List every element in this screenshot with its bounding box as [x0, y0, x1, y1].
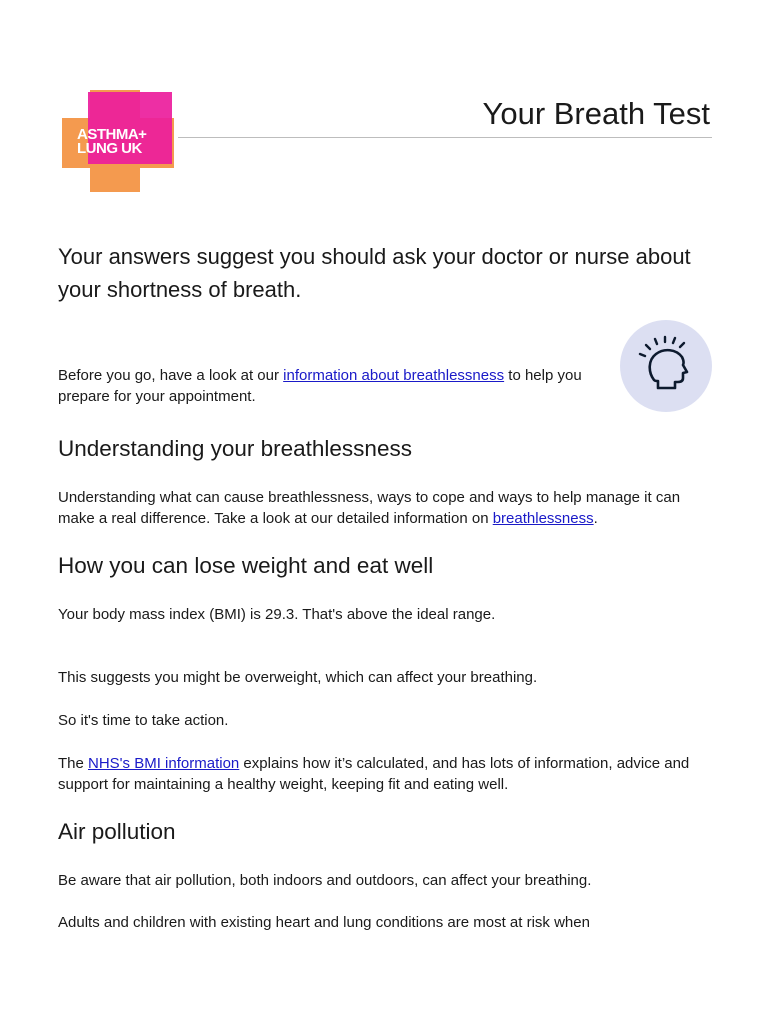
section-heading-air-pollution: Air pollution	[58, 819, 176, 844]
intro-text-before: Before you go, have a look at our	[58, 367, 284, 384]
nhs-bmi-link[interactable]: NHS's BMI information	[88, 755, 240, 772]
nhs-text-before: The	[58, 755, 89, 772]
take-action-text: So it's time to take action.	[58, 712, 229, 729]
nhs-text-after: explains how it’s calculated, and has lots of information, advice and support for maintaining a healthy weight, keeping fit and eating well.	[58, 755, 690, 793]
air-pollution-text-1: Be aware that air pollution, both indoors and outdoors, can affect your breathing.	[58, 872, 592, 889]
logo-line-2: LUNG UK	[77, 140, 142, 157]
air-pollution-text-2: Adults and children with existing heart and lung conditions are most at risk when	[58, 914, 590, 931]
breathlessness-link[interactable]: breathlessness	[492, 510, 594, 527]
bmi-result-text: Your body mass index (BMI) is 29.3. That's above the ideal range.	[58, 606, 496, 623]
breathlessness-text-end: .	[593, 510, 598, 527]
asthma-lung-uk-logo	[62, 90, 174, 192]
intro-text-after: to help you prepare for your appointment.	[58, 367, 582, 405]
intro-paragraph	[58, 365, 598, 407]
breathlessness-info-link[interactable]: information about breathlessness	[283, 367, 505, 384]
breathing-head-icon	[620, 320, 712, 412]
section-heading-breathlessness: Understanding your breathlessness	[58, 436, 412, 461]
page-title: Your Breath Test	[482, 96, 710, 131]
breathlessness-text: Understanding what can cause breathlessness, ways to cope and ways to help manage it can make a real difference. Take a look at our detailed information on	[58, 489, 681, 527]
breathlessness-paragraph	[58, 487, 718, 529]
overweight-text: This suggests you might be overweight, which can affect your breathing.	[58, 669, 538, 686]
logo-text	[77, 128, 146, 156]
header-divider	[178, 137, 712, 138]
logo-line-1: ASTHMA+	[77, 126, 147, 143]
section-heading-weight: How you can lose weight and eat well	[58, 553, 434, 578]
lead-statement: Your answers suggest you should ask your doctor or nurse about your shortness of breath.	[58, 244, 691, 302]
nhs-bmi-paragraph	[58, 753, 718, 795]
